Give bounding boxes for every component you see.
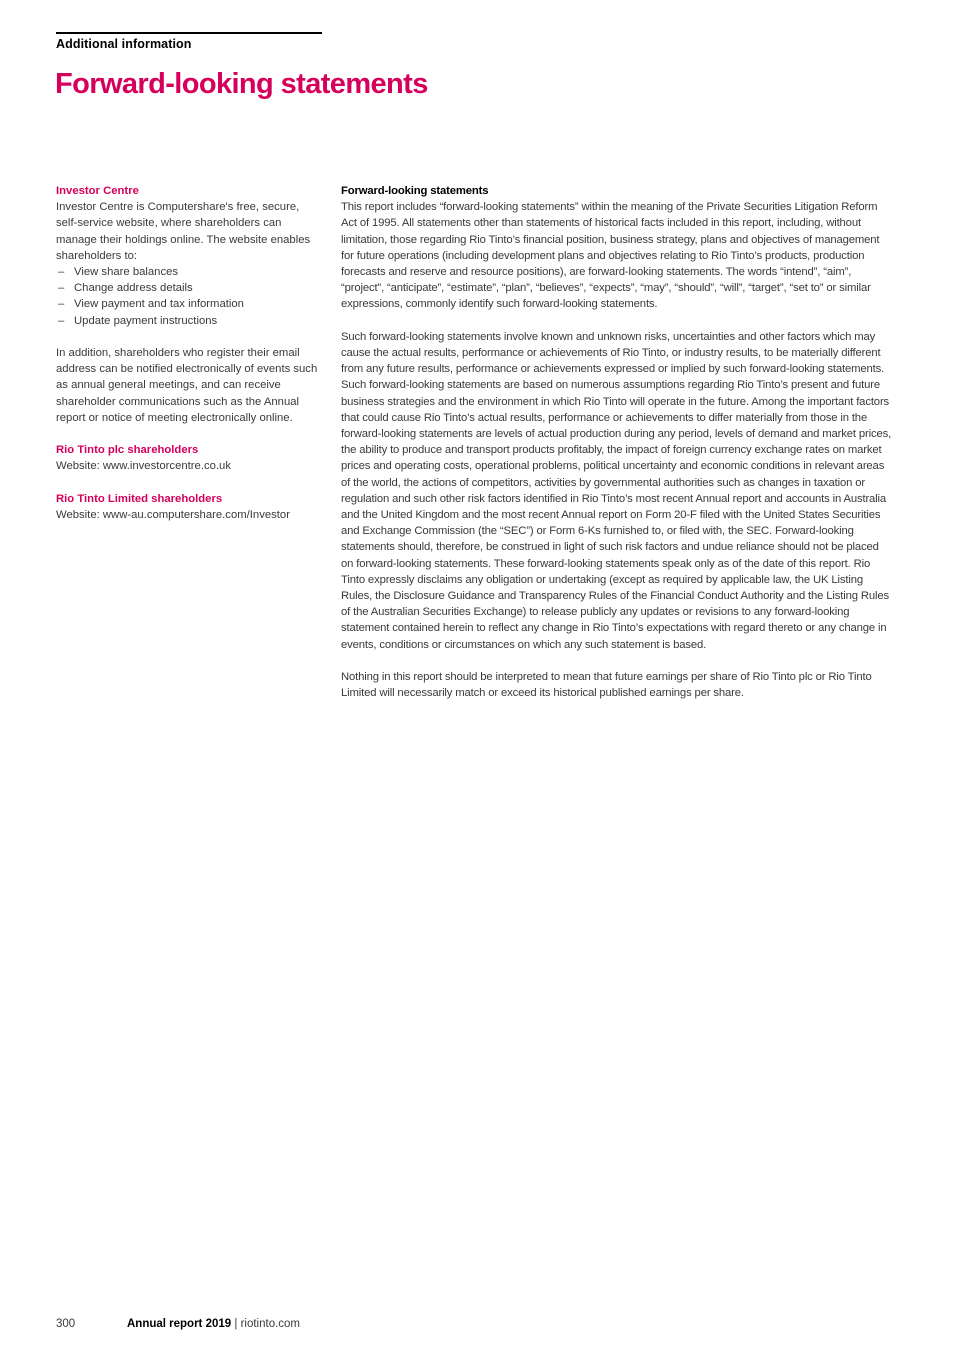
plc-website-link[interactable]: Website: www.investorcentre.co.uk [56,460,231,473]
header-rule [56,32,322,34]
investor-centre-intro: Investor Centre is Computershare's free, secure, self-service website, where shareholders can manage their holdings online. The website enables shareholders to: [56,201,311,262]
section-label: Additional information [56,37,192,51]
page-title: Forward-looking statements [55,68,428,100]
forward-looking-paragraph-3: Nothing in this report should be interpreted to mean that future earnings per share of Rio Tinto plc or Rio Tinto Limited will necessarily match or exceed its historical published earnings per share. [341,671,872,700]
investor-centre-heading: Investor Centre [56,185,139,197]
page-number: 300 [56,1318,76,1330]
limited-shareholders-section [56,491,318,523]
limited-shareholders-heading: Rio Tinto Limited shareholders [56,492,223,505]
right-column [341,183,893,701]
forward-looking-paragraph-2: Such forward-looking statements involve known and unknown risks, uncertainties and other factors which may cause the actual results, performance or achievements of Rio Tinto, or industry results, to be materially different from any future results, performance or achievements expressed or implied by such forward-looking statements. Such forward-looking statements are based on numerous assumptions regarding Rio Tinto’s present and future business strategies and the environment in which Rio Tinto will operate in the future. Among the important factors that could cause Rio Tinto’s actual results, performance or achievements to differ materially from those in the forward-looking statements are levels of actual production during any period, levels of demand and market prices, the ability to produce and transport products profitably, the impact of foreign currency exchange rates on market prices and operating costs, operational problems, political uncertainty and economic conditions in relevant areas of the world, the actions of competitors, activities by governmental authorities such as changes in taxation or regulation and such other risk factors identified in Rio Tinto’s most recent Annual report and accounts in Australia and the United Kingdom and the most recent Annual report on Form 20-F filed with the United States Securities and Exchange Commission (the “SEC”) or Form 6-Ks furnished to, or filed with, the SEC. Forward-looking statements should, therefore, be construed in light of such risk factors and undue reliance should not be placed on forward-looking statements. These forward-looking statements speak only as of the date of this report. Rio Tinto expressly disclaims any obligation or undertaking (except as required by applicable law, the UK Listing Rules, the Disclosure Guidance and Transparency Rules of the Financial Conduct Authority and the Listing Rules of the Australian Securities Exchange) to release publicly any updates or revisions to any forward-looking statement contained herein to reflect any change in Rio Tinto’s expectations with regard thereto or any change in events, conditions or circumstances on which any such statement is based. [341,330,892,651]
left-column [56,183,318,523]
limited-website-link[interactable]: Website: www-au.computershare.com/Investor [56,509,290,522]
footer-site-link[interactable]: riotinto.com [240,1318,301,1330]
plc-shareholders-heading: Rio Tinto plc shareholders [56,444,199,457]
list-item: – Update payment instructions [56,313,318,329]
investor-centre-list [56,264,318,329]
investor-centre-section [56,183,318,426]
footer-report-title: Annual report 2019 [127,1318,232,1330]
footer-separator: | [234,1318,238,1330]
plc-shareholders-section [56,442,318,474]
list-item: – View share balances [56,264,318,280]
list-item: – View payment and tax information [56,296,318,312]
footer-report [127,1318,300,1330]
investor-centre-note: In addition, shareholders who register their email address can be notified electronically of events such as annual general meetings, and can receive shareholder communications such as the Annual report or notice of meeting electronically online. [56,347,318,424]
forward-looking-heading: Forward-looking statements [341,185,489,197]
list-item: – Change address details [56,280,318,296]
forward-looking-paragraph-1: This report includes “forward-looking statements” within the meaning of the Private Securities Litigation Reform Act of 1995. All statements other than statements of historical facts included in this report, including, without limitation, those regarding Rio Tinto’s financial position, business strategy, plans and objectives of management for future operations (including development plans and objectives relating to Rio Tinto’s products, production forecasts and reserve and resource positions), are forward-looking statements. The words “intend”, “aim”, “project”, “anticipate”, “estimate”, “plan”, “believes”, “expects”, “may”, “should”, “will”, “target”, “set to” or similar expressions, commonly identify such forward-looking statements. [341,201,880,311]
